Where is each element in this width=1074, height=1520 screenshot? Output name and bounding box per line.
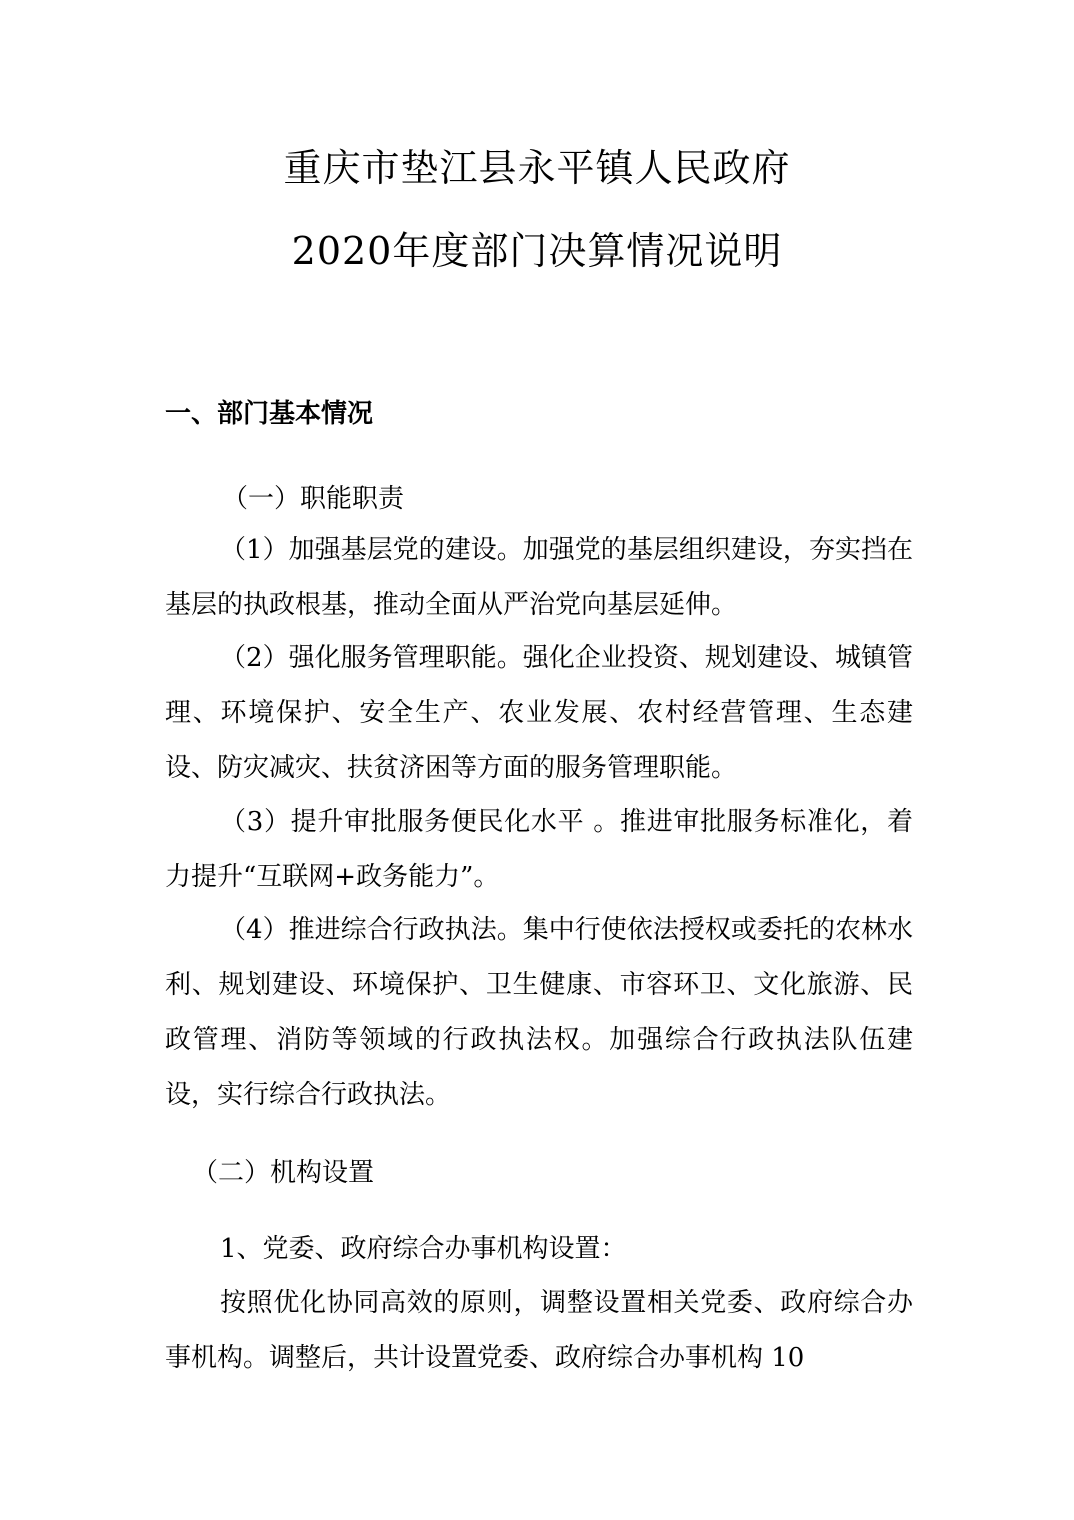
subsection-heading-duties: （一）职能职责 bbox=[222, 484, 405, 514]
section-heading-basic-info: 一、部门基本情况 bbox=[165, 399, 374, 429]
document-title-line2: 2020年度部门决算情况说明 bbox=[291, 229, 783, 273]
org-item-heading: 1、党委、政府综合办事机构设置： bbox=[220, 1234, 627, 1264]
duty-paragraph-4: （4）推进综合行政执法。集中行使依法授权或委托的农林水利、规划建设、环境保护、卫生健康、市容环卫、文化旅游、民政管理、消防等领域的行政执法权。加强综合行政执法队伍建设，实行综合行政执法。 bbox=[165, 915, 913, 1110]
org-item-paragraph: 按照优化协同高效的原则，调整设置相关党委、政府综合办事机构。调整后，共计设置党委、政府综合办事机构 10 bbox=[165, 1288, 913, 1373]
duty-paragraph-1: （1）加强基层党的建设。加强党的基层组织建设，夯实挡在基层的执政根基，推动全面从严治党向基层延伸。 bbox=[165, 535, 913, 620]
duty-paragraph-3: （3）提升审批服务便民化水平 。推进审批服务标准化，着力提升“互联网+政务能力”。 bbox=[165, 807, 913, 892]
duty-paragraph-2: （2）强化服务管理职能。强化企业投资、规划建设、城镇管理、环境保护、安全生产、农业发展、农村经营管理、生态建设、防灾减灾、扶贫济困等方面的服务管理职能。 bbox=[165, 643, 913, 783]
document-title-line1: 重庆市垫江县永平镇人民政府 bbox=[283, 146, 791, 190]
subsection-heading-organization: （二）机构设置 bbox=[192, 1158, 375, 1188]
